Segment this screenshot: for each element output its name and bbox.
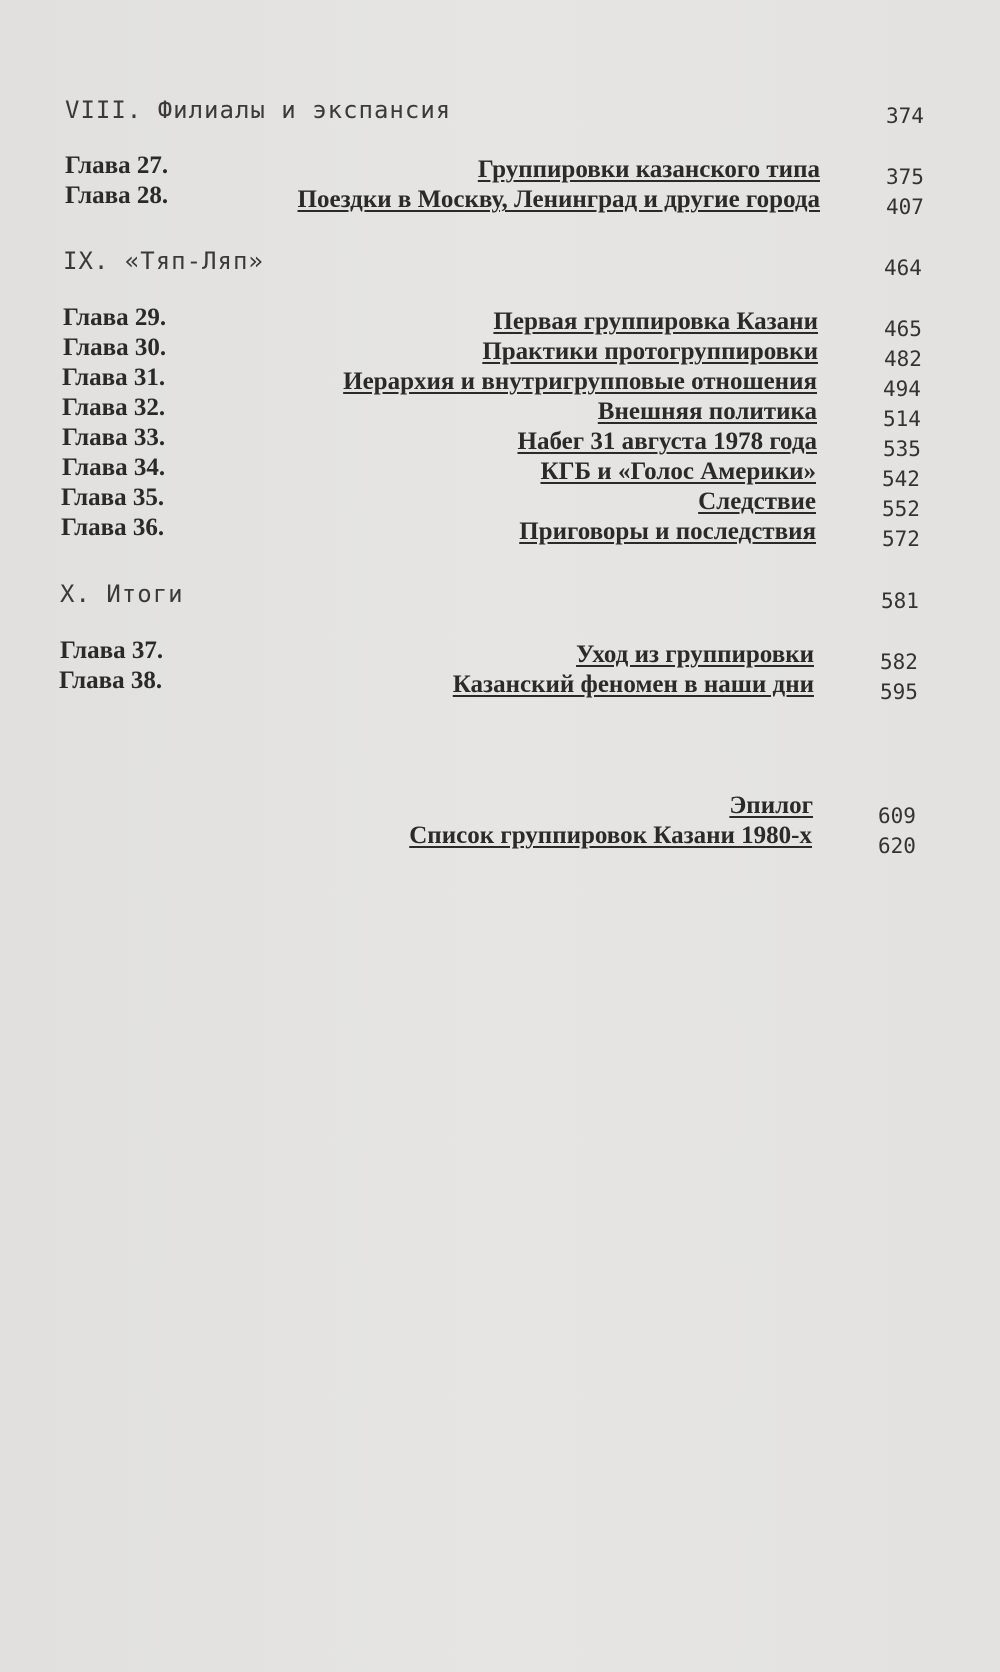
- chapter-page-number: 582: [880, 650, 918, 674]
- chapter-page-number: 552: [882, 497, 920, 521]
- chapter-page-number: 514: [883, 407, 921, 431]
- chapter-label: Глава 27.: [65, 152, 169, 179]
- chapter-label: Глава 35.: [61, 484, 165, 511]
- chapter-title: Набег 31 августа 1978 года: [517, 428, 817, 455]
- chapter-label: Глава 37.: [60, 637, 164, 664]
- chapter-title: Поездки в Москву, Ленинград и другие города: [297, 186, 820, 213]
- chapter-label: Глава 32.: [62, 394, 166, 421]
- chapter-page-number: 465: [884, 317, 922, 341]
- chapter-page-number: 535: [883, 437, 921, 461]
- chapter-label: Глава 36.: [61, 514, 165, 541]
- chapter-title: КГБ и «Голос Америки»: [540, 458, 816, 485]
- chapter-page-number: 375: [886, 165, 924, 189]
- part-heading: X. Итоги: [60, 580, 184, 608]
- chapter-page-number: 542: [882, 467, 920, 491]
- gang-list-title: Список группировок Казани 1980-х: [409, 822, 812, 849]
- part-page-number: 581: [881, 589, 919, 613]
- chapter-page-number: 494: [883, 377, 921, 401]
- chapter-page-number: 407: [886, 195, 924, 219]
- chapter-label: Глава 38.: [59, 667, 163, 694]
- chapter-title: Уход из группировки: [576, 641, 814, 668]
- chapter-title: Практики протогруппировки: [482, 338, 818, 365]
- epilogue-page-number: 609: [878, 804, 916, 828]
- chapter-label: Глава 34.: [62, 454, 166, 481]
- chapter-title: Группировки казанского типа: [477, 156, 820, 183]
- chapter-title: Внешняя политика: [597, 398, 817, 425]
- chapter-title: Казанский феномен в наши дни: [452, 671, 814, 698]
- chapter-title: Иерархия и внутригрупповые отношения: [343, 368, 817, 395]
- gang-list-page-number: 620: [878, 834, 916, 858]
- chapter-label: Глава 31.: [62, 364, 166, 391]
- part-page-number: 374: [886, 104, 924, 128]
- chapter-label: Глава 29.: [63, 304, 167, 331]
- chapter-title: Следствие: [698, 488, 816, 515]
- part-heading: VIII. Филиалы и экспансия: [65, 96, 452, 124]
- chapter-label: Глава 33.: [62, 424, 166, 451]
- chapter-label: Глава 28.: [65, 182, 169, 209]
- chapter-title: Первая группировка Казани: [493, 308, 818, 335]
- part-heading: IX. «Тяп-Ляп»: [63, 247, 264, 275]
- chapter-page-number: 572: [882, 527, 920, 551]
- chapter-page-number: 595: [880, 680, 918, 704]
- chapter-title: Приговоры и последствия: [519, 518, 816, 545]
- chapter-label: Глава 30.: [63, 334, 167, 361]
- chapter-page-number: 482: [884, 347, 922, 371]
- epilogue-title: Эпилог: [729, 792, 813, 819]
- part-page-number: 464: [884, 256, 922, 280]
